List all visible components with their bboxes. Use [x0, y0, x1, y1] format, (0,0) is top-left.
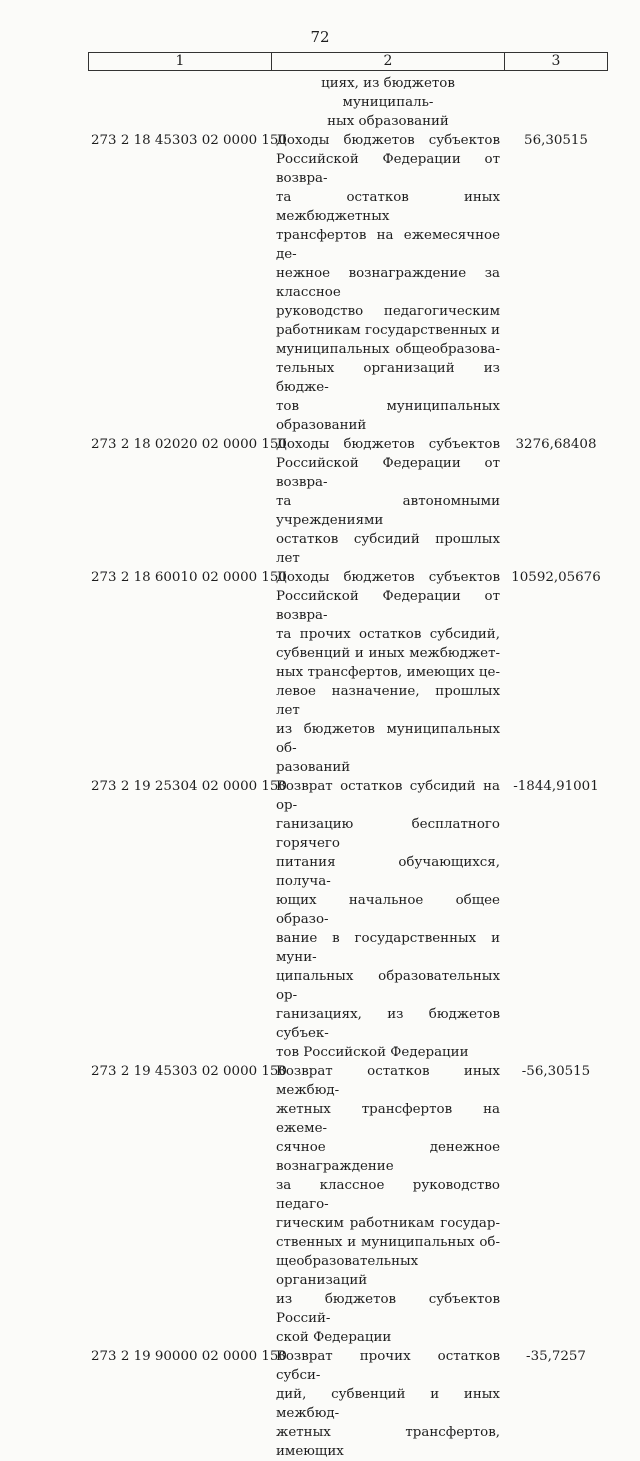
description-line: питания обучающихся, получа- — [276, 855, 500, 889]
description-line: нежное вознаграждение за классное — [276, 266, 500, 300]
income-description — [276, 435, 500, 568]
income-description — [276, 74, 500, 131]
description-line: Российской Федерации от возвра- — [276, 456, 500, 490]
description-line: за классное руководство педаго- — [276, 1178, 500, 1212]
description-line: ципальных образовательных ор- — [276, 969, 500, 1003]
description-line: жетных трансфертов на ежеме- — [276, 1102, 500, 1136]
table-row — [0, 435, 640, 568]
description-line: тов муниципальных образований — [276, 399, 500, 433]
description-line: дий, субвенций и иных межбюд- — [276, 1387, 500, 1421]
table-body — [0, 74, 640, 1461]
description-line: та остатков иных межбюджетных — [276, 190, 500, 224]
table-row — [0, 777, 640, 1062]
description-line: Доходы бюджетов субъектов — [276, 570, 500, 585]
description-line: левое назначение, прошлых лет — [276, 684, 500, 718]
income-description — [276, 568, 500, 777]
description-line: субвенций и иных межбюджет- — [276, 646, 500, 661]
description-line: ных образований — [327, 114, 449, 129]
amount-value: 3276,68408 — [515, 437, 597, 452]
header-col-3: 3 — [551, 53, 561, 69]
description-line: гическим работникам государ- — [276, 1216, 500, 1231]
description-line: ных трансфертов, имеющих це- — [276, 665, 500, 680]
description-line: ственных и муниципальных об- — [276, 1235, 500, 1250]
amount-value: 56,30515 — [524, 133, 588, 148]
table-row — [0, 131, 640, 435]
description-line: тельных организаций из бюдже- — [276, 361, 500, 395]
description-line: та прочих остатков субсидий, — [276, 627, 500, 642]
amount-value: 10592,05676 — [511, 570, 601, 585]
income-description — [276, 777, 500, 1062]
description-line: ганизацию бесплатного горячего — [276, 817, 500, 851]
description-line: Российской Федерации от возвра- — [276, 589, 500, 623]
description-line: трансфертов на ежемесячное де- — [276, 228, 500, 262]
description-line: жетных трансфертов, имеющих — [276, 1425, 500, 1459]
description-line: сячное денежное вознаграждение — [276, 1140, 500, 1174]
description-line: Доходы бюджетов субъектов — [276, 437, 500, 452]
description-line: циях, из бюджетов муниципаль- — [321, 76, 455, 110]
description-line: Возврат прочих остатков субси- — [276, 1349, 500, 1383]
header-col-2: 2 — [272, 53, 505, 70]
description-line: Возврат остатков субсидий на ор- — [276, 779, 500, 813]
budget-code: 273 2 19 25304 02 0000 150 — [91, 779, 287, 794]
description-line: Возврат остатков иных межбюд- — [276, 1064, 500, 1098]
description-line: щеобразовательных организаций — [276, 1254, 419, 1288]
table-row — [0, 568, 640, 777]
description-line: ской Федерации — [276, 1330, 392, 1345]
page-number: 72 — [310, 28, 330, 46]
header-col-1: 1 — [89, 53, 272, 70]
description-line: разований — [276, 760, 351, 775]
budget-code: 273 2 18 60010 02 0000 150 — [91, 570, 287, 585]
amount-value: -35,7257 — [526, 1349, 586, 1364]
budget-code: 273 2 19 90000 02 0000 150 — [91, 1349, 287, 1364]
description-line: вание в государственных и муни- — [276, 931, 500, 965]
description-line: из бюджетов субъектов Россий- — [276, 1292, 500, 1326]
description-line: работникам государственных и — [276, 323, 500, 338]
table-header — [88, 52, 608, 71]
budget-code: 273 2 18 45303 02 0000 150 — [91, 133, 287, 148]
description-line: руководство педагогическим — [276, 304, 500, 319]
description-line: та автономными учреждениями — [276, 494, 500, 528]
description-line: Российской Федерации от возвра- — [276, 152, 500, 186]
description-line: остатков субсидий прошлых лет — [276, 532, 500, 566]
table-row — [0, 1347, 640, 1461]
description-line: из бюджетов муниципальных об- — [276, 722, 500, 756]
description-line: Доходы бюджетов субъектов — [276, 133, 500, 148]
description-line: ющих начальное общее образо- — [276, 893, 500, 927]
table-row — [0, 1062, 640, 1347]
description-line: муниципальных общеобразова- — [276, 342, 500, 357]
income-description — [276, 1347, 500, 1461]
amount-value: -1844,91001 — [513, 779, 599, 794]
income-description — [276, 1062, 500, 1347]
budget-code: 273 2 19 45303 02 0000 150 — [91, 1064, 287, 1079]
table-row — [0, 74, 640, 131]
income-description — [276, 131, 500, 435]
description-line: тов Российской Федерации — [276, 1045, 469, 1060]
budget-code: 273 2 18 02020 02 0000 150 — [91, 437, 287, 452]
description-line: ганизациях, из бюджетов субъек- — [276, 1007, 500, 1041]
amount-value: -56,30515 — [521, 1064, 591, 1079]
